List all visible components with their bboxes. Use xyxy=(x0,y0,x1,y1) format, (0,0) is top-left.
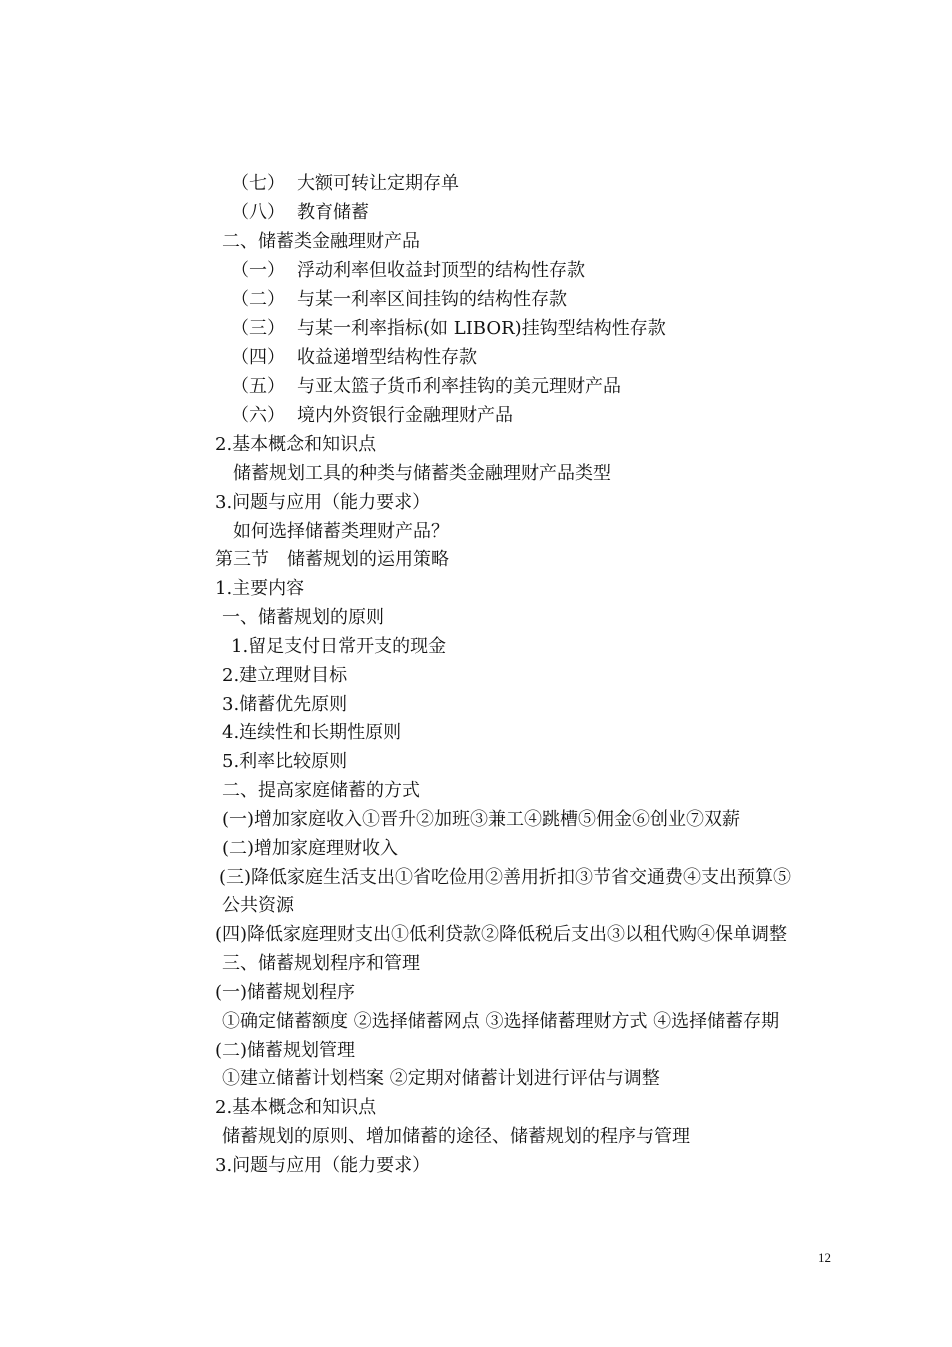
section-heading: 三、储蓄规划程序和管理 xyxy=(222,953,420,974)
item-number: （七） xyxy=(231,173,285,194)
list-item: (二)储蓄规划管理 xyxy=(215,1040,356,1061)
subheading: 3.问题与应用（能力要求） xyxy=(215,1155,431,1176)
item-text: 与某一利率区间挂钩的结构性存款 xyxy=(297,289,567,310)
list-item xyxy=(231,260,585,282)
list-item xyxy=(231,289,567,311)
list-item xyxy=(231,347,477,369)
subheading: 1.主要内容 xyxy=(215,578,305,599)
list-item xyxy=(231,173,459,195)
paragraph: ①确定储蓄额度 ②选择储蓄网点 ③选择储蓄理财方式 ④选择储蓄存期 xyxy=(222,1011,780,1032)
list-item: (一)储蓄规划程序 xyxy=(215,982,356,1003)
list-item: (一)增加家庭收入①晋升②加班③兼工④跳槽⑤佣金⑥创业⑦双薪 xyxy=(222,809,741,830)
list-item: 1.留足支付日常开支的现金 xyxy=(231,636,447,657)
item-number: （八） xyxy=(231,202,285,223)
subheading: 2.基本概念和知识点 xyxy=(215,434,377,455)
list-item: 3.储蓄优先原则 xyxy=(222,694,348,715)
item-text: 境内外资银行金融理财产品 xyxy=(297,405,513,426)
list-item xyxy=(231,318,666,340)
item-text: 大额可转让定期存单 xyxy=(297,173,459,194)
subheading: 3.问题与应用（能力要求） xyxy=(215,492,431,513)
item-number: （三） xyxy=(231,318,285,339)
page-number: 12 xyxy=(818,1250,831,1265)
section-heading: 二、提高家庭储蓄的方式 xyxy=(222,780,420,801)
item-text: 与某一利率指标(如 LIBOR)挂钩型结构性存款 xyxy=(297,318,666,339)
item-number: （四） xyxy=(231,347,285,368)
item-number: （六） xyxy=(231,405,285,426)
list-item xyxy=(231,376,621,398)
subheading: 2.基本概念和知识点 xyxy=(215,1097,377,1118)
list-item: (四)降低家庭理财支出①低利贷款②降低税后支出③以租代购④保单调整 xyxy=(215,924,788,945)
item-text: 教育储蓄 xyxy=(297,202,369,223)
item-text: 与亚太篮子货币利率挂钩的美元理财产品 xyxy=(297,376,621,397)
list-item-continuation: 公共资源 xyxy=(222,895,294,916)
list-item: (二)增加家庭理财收入 xyxy=(222,838,399,859)
paragraph: 如何选择储蓄类理财产品？ xyxy=(233,521,449,542)
list-item: (三)降低家庭生活支出①省吃俭用②善用折扣③节省交通费④支出预算⑤ xyxy=(219,867,792,888)
paragraph: 储蓄规划工具的种类与储蓄类金融理财产品类型 xyxy=(233,463,611,484)
item-text: 浮动利率但收益封顶型的结构性存款 xyxy=(297,260,585,281)
item-text: 收益递增型结构性存款 xyxy=(297,347,477,368)
list-item: 5.利率比较原则 xyxy=(222,751,348,772)
item-number: （二） xyxy=(231,289,285,310)
section-heading: 二、储蓄类金融理财产品 xyxy=(222,231,420,252)
item-number: （五） xyxy=(231,376,285,397)
list-item: 2.建立理财目标 xyxy=(222,665,348,686)
paragraph: ①建立储蓄计划档案 ②定期对储蓄计划进行评估与调整 xyxy=(222,1068,660,1089)
item-number: （一） xyxy=(231,260,285,281)
paragraph: 储蓄规划的原则、增加储蓄的途径、储蓄规划的程序与管理 xyxy=(222,1126,690,1147)
section-heading: 一、储蓄规划的原则 xyxy=(222,607,384,628)
section-title: 第三节 储蓄规划的运用策略 xyxy=(215,549,449,570)
list-item: 4.连续性和长期性原则 xyxy=(222,722,402,743)
list-item xyxy=(231,405,513,427)
list-item xyxy=(231,202,369,224)
